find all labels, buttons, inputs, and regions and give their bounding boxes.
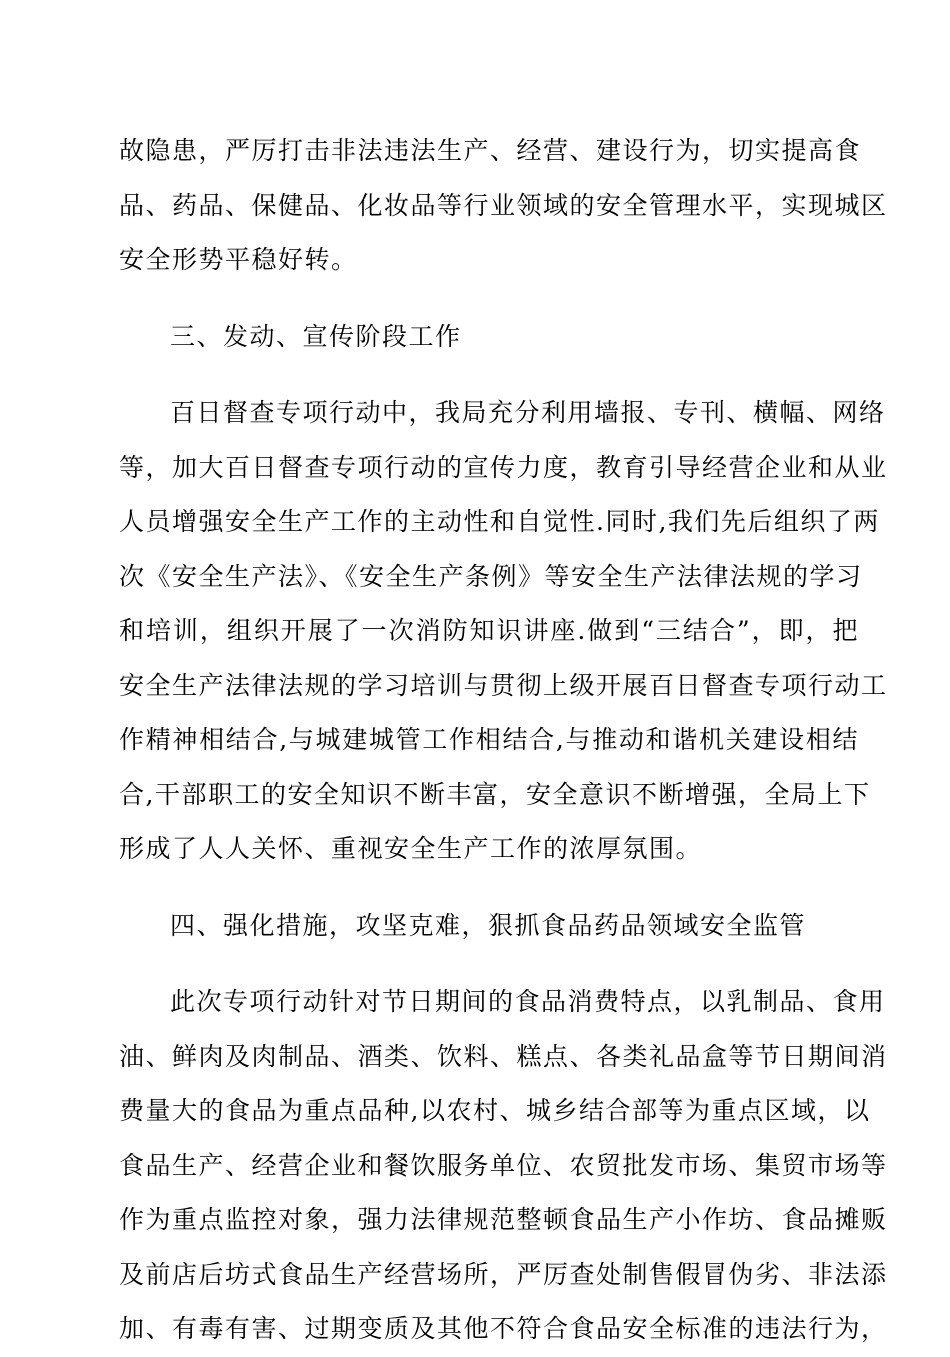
paragraph-gap (119, 364, 859, 386)
text-line: 及前店后坊式食品生产经营场所，严厉查处制售假冒伪劣、非法添 (119, 1259, 888, 1289)
text-line: 形成了人人关怀、重视安全生产工作的浓厚氛围。 (119, 834, 703, 863)
text-line: 次《安全生产法》、《安全生产条例》等安全生产法律法规的学习 (119, 561, 863, 591)
text-line: 合,干部职工的安全知识不断丰富，安全意识不断增强，全局上下 (119, 779, 871, 809)
text-line: 油、鲜肉及肉制品、酒类、饮料、糕点、各类礼品盒等节日期间消 (119, 1041, 888, 1071)
paragraph-publicity (119, 386, 888, 877)
text-line: 和培训，组织开展了一次消防知识讲座.做到“三结合”，即，把 (119, 616, 859, 645)
text-line: 加、有毒有害、过期变质及其他不符合食品安全标准的违法行为， (119, 1314, 888, 1343)
text-line: 安全生产法律法规的学习培训与贯彻上级开展百日督查专项行动工 (119, 670, 888, 700)
paragraph-gap (119, 877, 859, 899)
text-line: 等，加大百日督查专项行动的宣传力度，教育引导经营企业和从业 (119, 452, 888, 482)
text-line: 品、药品、保健品、化妆品等行业领域的安全管理水平，实现城区 (119, 190, 888, 220)
section-heading-4: 四、强化措施，攻坚克难，狠抓食品药品领域安全监管 (170, 910, 807, 940)
section-heading-3: 三、发动、宣传阶段工作 (170, 321, 462, 351)
text-line: 安全形势平稳好转。 (119, 245, 358, 274)
paragraph-gap (119, 953, 859, 975)
text-line: 人员增强安全生产工作的主动性和自觉性.同时,我们先后组织了两 (119, 507, 880, 536)
text-line: 食品生产、经营企业和餐饮服务单位、农贸批发市场、集贸市场等 (119, 1150, 888, 1180)
text-line: 费量大的食品为重点品种,以农村、城乡结合部等为重点区域，以 (119, 1096, 871, 1125)
paragraph-gap (119, 288, 859, 310)
text-line: 作为重点监控对象，强力法律规范整顿食品生产小作坊、食品摊贩 (119, 1205, 888, 1234)
text-line: 此次专项行动针对节日期间的食品消费特点，以乳制品、食用 (170, 987, 886, 1016)
text-line: 百日督查专项行动中，我局充分利用墙报、专刊、横幅、网络 (170, 398, 886, 427)
text-line: 故隐患，严厉打击非法违法生产、经营、建设行为，切实提高食 (119, 136, 862, 165)
paragraph-continuation (119, 124, 888, 288)
paragraph-food-safety (119, 975, 888, 1357)
text-line: 作精神相结合,与城建城管工作相结合,与推动和谐机关建设相结 (119, 725, 859, 754)
document-page (119, 124, 888, 1357)
